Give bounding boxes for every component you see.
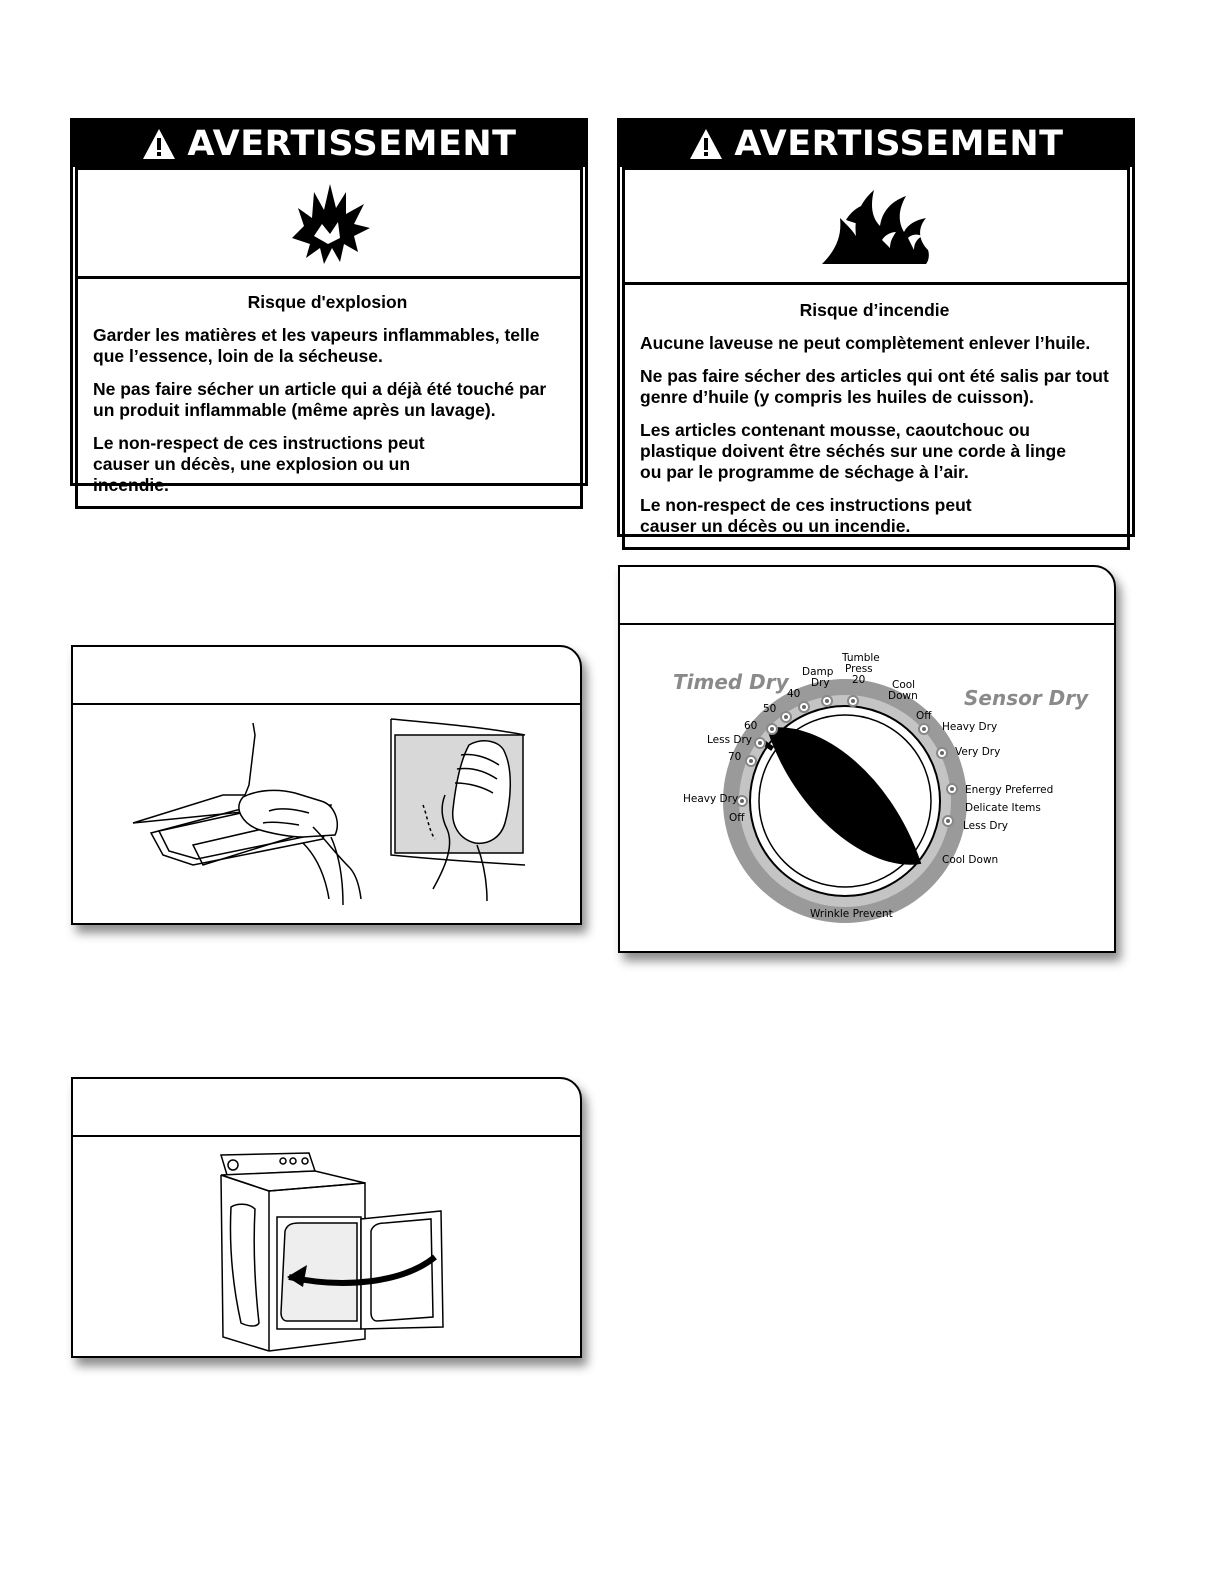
lint-screen-illustration	[73, 705, 580, 923]
dial-label: 70	[728, 751, 742, 763]
figure-panel-dryer-door	[71, 1077, 582, 1358]
dial-label: Cool Down	[942, 854, 999, 866]
dial-label: Dry	[811, 677, 830, 689]
dial-label: 60	[744, 720, 758, 732]
dial-label: Off	[729, 812, 745, 824]
warning-triangle-icon	[688, 127, 724, 161]
warning-content	[75, 167, 583, 509]
warning-title: Risque d’incendie	[799, 300, 950, 320]
figure-panel-cycle-dial	[618, 565, 1116, 953]
warning-paragraph: Le non-respect de ces instructions peut causer un décès ou un incendie.	[640, 495, 972, 536]
warning-pictogram	[625, 170, 1127, 285]
warning-text	[625, 285, 1127, 547]
panel-header	[620, 567, 1114, 625]
dial-label: 50	[763, 703, 777, 715]
explosion-icon	[284, 178, 374, 268]
warning-header-text: AVERTISSEMENT	[734, 124, 1064, 164]
warning-header	[73, 121, 585, 167]
dial-label: 40	[787, 688, 801, 700]
warning-paragraph: Ne pas faire sécher des articles qui ont été salis par tout genre d’huile (y compris les huiles de cuisson).	[640, 366, 1109, 407]
warning-paragraph: Garder les matières et les vapeurs inflammables, telle que l’essence, loin de la sécheuse.	[93, 325, 540, 366]
dryer-door-illustration	[73, 1137, 580, 1356]
dial-label: Less Dry	[963, 820, 1009, 832]
dial-label: Less Dry	[707, 734, 753, 746]
panel-illustration	[73, 705, 580, 923]
dial-label: Press	[845, 663, 873, 675]
warning-header	[620, 121, 1132, 167]
sensor-dry-title: Sensor Dry	[964, 686, 1089, 710]
timed-dry-title: Timed Dry	[673, 670, 789, 694]
dial-label: Energy Preferred	[965, 784, 1054, 796]
dial-label: Very Dry	[955, 746, 1001, 758]
warning-paragraph: Ne pas faire sécher un article qui a déjà été touché par un produit inflammable (même après un lavage).	[93, 379, 547, 420]
panel-illustration	[73, 1137, 580, 1356]
fire-icon	[816, 180, 936, 272]
dial-label: Tumble	[842, 652, 880, 664]
dial-label: Cool	[892, 679, 916, 691]
warning-box-explosion	[70, 118, 588, 495]
warning-content	[622, 167, 1130, 550]
warning-header-text: AVERTISSEMENT	[187, 124, 517, 164]
panel-header	[73, 1079, 580, 1137]
dial-label: Wrinkle Prevent	[810, 908, 893, 920]
warning-paragraph: Aucune laveuse ne peut complètement enlever l’huile.	[640, 333, 1091, 353]
dial-label: Off	[916, 710, 932, 722]
warning-title: Risque d'explosion	[247, 292, 408, 312]
warning-paragraph: Les articles contenant mousse, caoutchouc ou plastique doivent être séchés sur une corde à linge ou par le programme de séchage à l’air.	[640, 420, 1066, 482]
dial-label: Heavy Dry	[683, 793, 739, 805]
dial-label: 20	[852, 674, 866, 686]
dial-label: Heavy Dry	[942, 721, 998, 733]
panel-illustration	[620, 625, 1114, 951]
warning-paragraph: Le non-respect de ces instructions peut causer un décès, une explosion ou un incendie.	[93, 433, 425, 495]
dial-label: Down	[888, 690, 918, 702]
warning-box-fire	[617, 118, 1135, 537]
warning-text	[78, 279, 580, 506]
panel-header	[73, 647, 580, 705]
warning-pictogram	[78, 170, 580, 279]
cycle-dial	[620, 625, 1114, 953]
dial-label: Damp	[802, 666, 834, 678]
warning-triangle-icon	[141, 127, 177, 161]
dial-label: Delicate Items	[965, 802, 1041, 814]
figure-panel-lint-screen	[71, 645, 582, 925]
